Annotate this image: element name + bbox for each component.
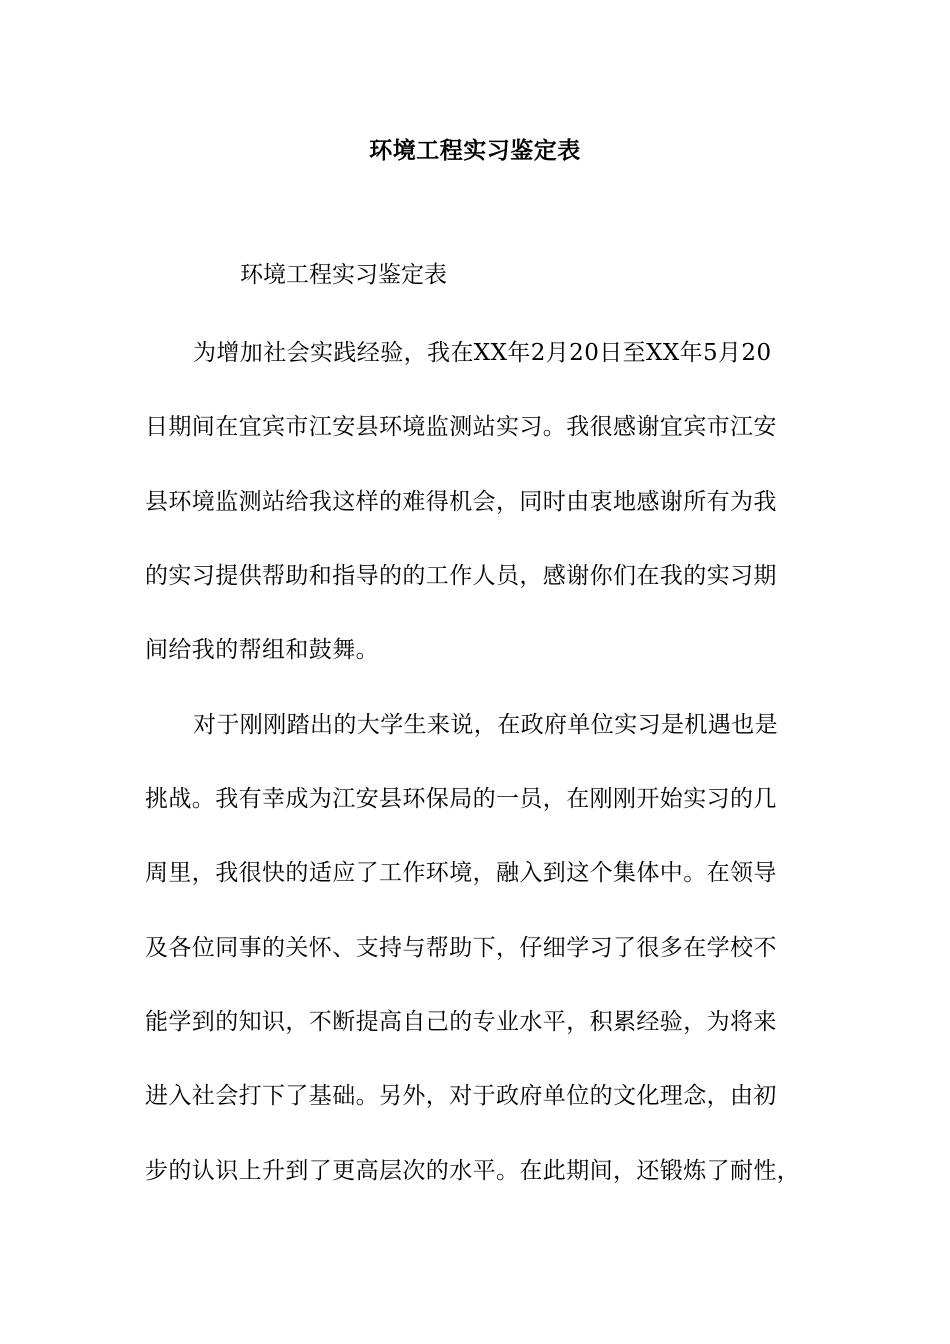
paragraph-1-line-2: 日期间在宜宾市江安县环境监测站实习。我很感谢宜宾市江安 <box>145 414 777 440</box>
document-subtitle: 环境工程实习鉴定表 <box>240 262 447 288</box>
paragraph-2-line-5: 能学到的知识，不断提高自己的专业水平，积累经验，为将来 <box>145 1009 777 1035</box>
paragraph-2-line-3: 周里，我很快的适应了工作环境，融入到这个集体中。在领导 <box>145 860 777 886</box>
paragraph-2-line-2: 挑战。我有幸成为江安县环保局的一员，在刚刚开始实习的几 <box>145 786 777 812</box>
paragraph-2-line-7: 步的认识上升到了更高层次的水平。在此期间，还锻炼了耐性， <box>145 1158 801 1184</box>
paragraph-2-line-6: 进入社会打下了基础。另外，对于政府单位的文化理念，由初 <box>145 1083 777 1109</box>
paragraph-1-line-3: 县环境监测站给我这样的难得机会，同时由衷地感谢所有为我 <box>145 489 777 515</box>
paragraph-1-line-5: 间给我的帮组和鼓舞。 <box>145 637 379 663</box>
paragraph-1-line-1: 为增加社会实践经验，我在XX年2月20日至XX年5月20 <box>193 340 772 366</box>
document-title: 环境工程实习鉴定表 <box>369 137 581 164</box>
paragraph-2-line-4: 及各位同事的关怀、支持与帮助下，仔细学习了很多在学校不 <box>145 935 777 961</box>
paragraph-2-line-1: 对于刚刚踏出的大学生来说，在政府单位实习是机遇也是 <box>193 712 778 738</box>
paragraph-1-line-4: 的实习提供帮助和指导的的工作人员，感谢你们在我的实习期 <box>145 563 777 589</box>
